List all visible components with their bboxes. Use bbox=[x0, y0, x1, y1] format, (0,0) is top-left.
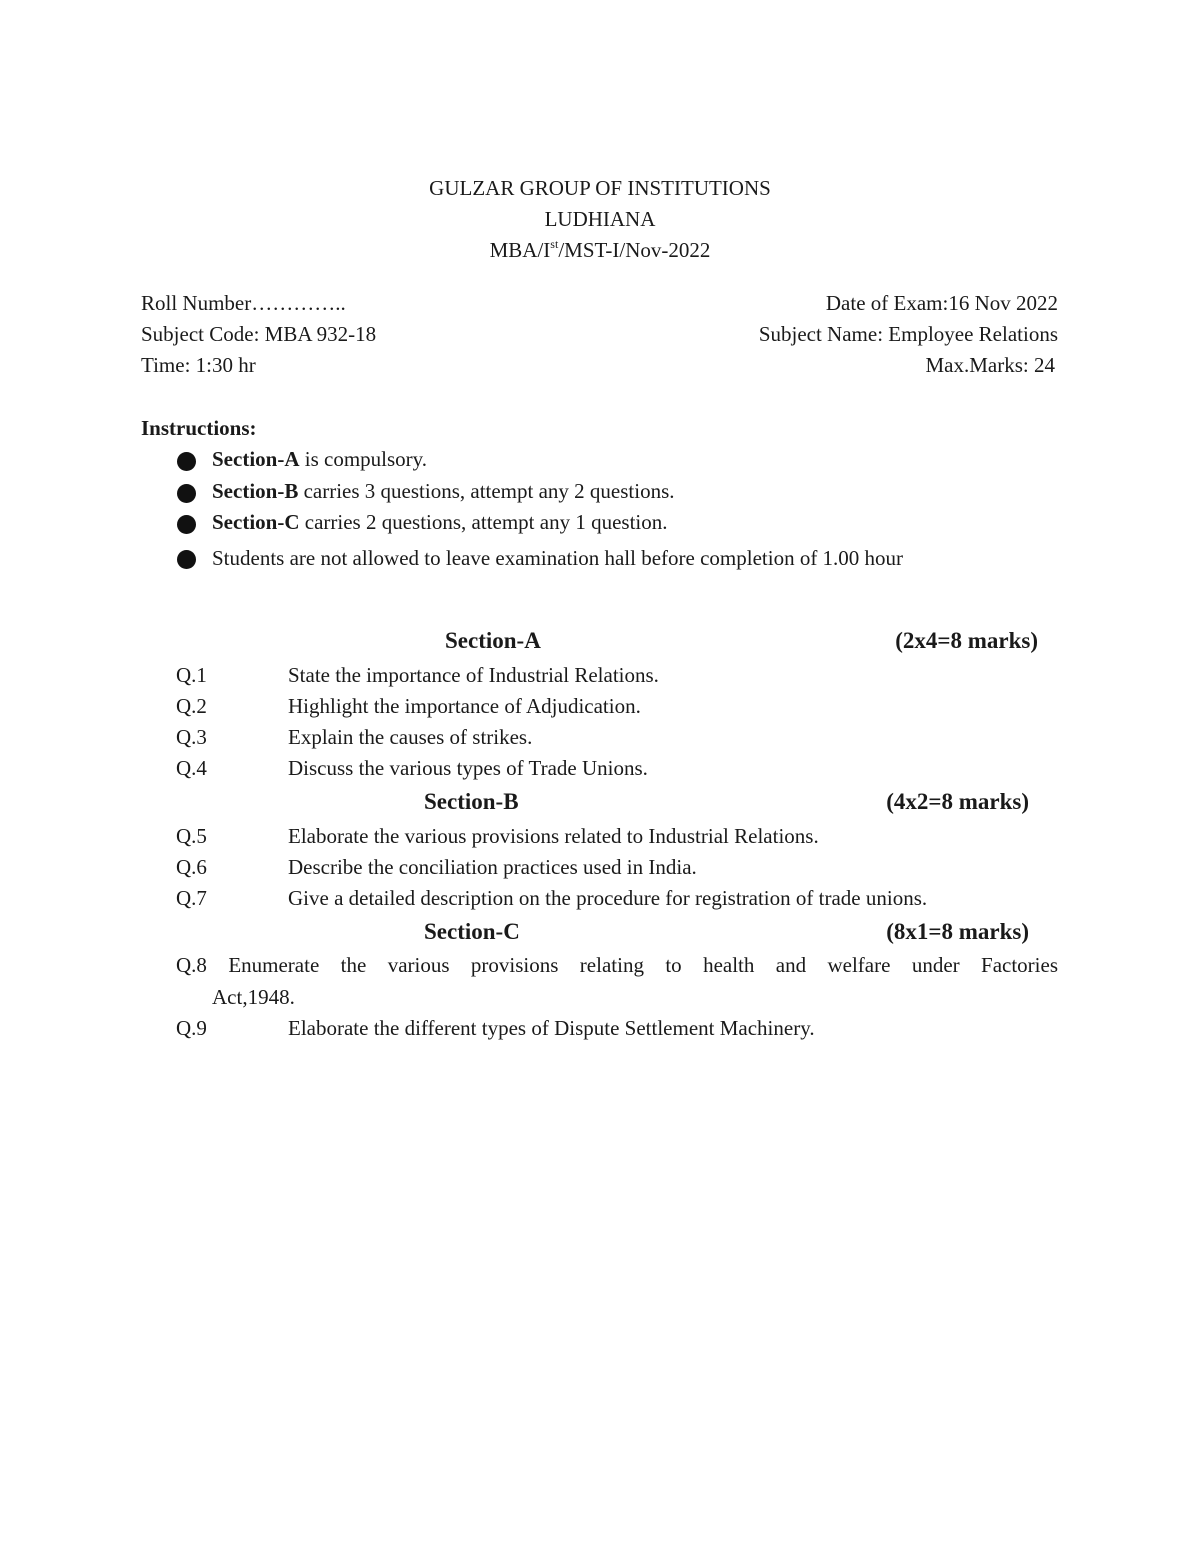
instruction-text: carries 3 questions, attempt any 2 questions. bbox=[298, 479, 675, 503]
question-text: Highlight the importance of Adjudication. bbox=[288, 694, 641, 718]
question-number: Q.2 bbox=[176, 694, 207, 718]
bullet-icon bbox=[177, 550, 196, 569]
date-of-exam: Date of Exam:16 Nov 2022 bbox=[825, 291, 1058, 315]
question-number: Q.9 bbox=[176, 1016, 207, 1040]
section-marks: (4x2=8 marks) bbox=[886, 789, 1029, 814]
section-marks: (8x1=8 marks) bbox=[886, 919, 1029, 944]
question-text: Give a detailed description on the procedure for registration of trade unions. bbox=[288, 886, 928, 910]
section-marks: (2x4=8 marks) bbox=[895, 628, 1038, 653]
question-number: Q.4 bbox=[176, 756, 207, 780]
question-text: Describe the conciliation practices used in India. bbox=[288, 855, 697, 879]
section-title: Section-C bbox=[424, 919, 520, 944]
instructions-heading: Instructions: bbox=[141, 416, 257, 440]
instruction-bold: Section-A bbox=[212, 447, 300, 471]
bullet-icon bbox=[177, 452, 196, 471]
instruction-text: is compulsory. bbox=[299, 447, 428, 471]
question-text: Discuss the various types of Trade Unions. bbox=[288, 756, 648, 780]
instruction-text: carries 2 questions, attempt any 1 question. bbox=[299, 510, 668, 534]
instruction-item bbox=[212, 545, 903, 571]
question-continuation: Act,1948. bbox=[212, 985, 295, 1009]
section-title: Section-B bbox=[424, 789, 519, 814]
question-number: Q.8 bbox=[176, 953, 207, 977]
instruction-item bbox=[212, 509, 668, 535]
exam-code-prefix: MBA/I bbox=[489, 238, 551, 262]
question-8-line bbox=[176, 950, 1058, 981]
question-text: Explain the causes of strikes. bbox=[288, 725, 533, 749]
question-text: Elaborate the different types of Dispute Settlement Machinery. bbox=[288, 1016, 815, 1040]
max-marks: Max.Marks: 24 bbox=[925, 353, 1055, 377]
roll-number: Roll Number………….. bbox=[141, 291, 346, 315]
instruction-bold: Section-B bbox=[212, 479, 299, 503]
exam-time: Time: 1:30 hr bbox=[141, 353, 256, 377]
exam-code-sup: st bbox=[550, 237, 559, 251]
exam-code bbox=[0, 237, 1200, 263]
question-text: Enumerate the various provisions relating to health and welfare under Factories bbox=[228, 953, 1058, 977]
question-number: Q.5 bbox=[176, 824, 207, 848]
instruction-item bbox=[212, 478, 675, 504]
question-text: State the importance of Industrial Relations. bbox=[288, 663, 659, 687]
subject-code: Subject Code: MBA 932-18 bbox=[141, 322, 377, 346]
question-text: Elaborate the various provisions related to Industrial Relations. bbox=[288, 824, 819, 848]
instruction-text: Students are not allowed to leave examination hall before completion of 1.00 hour bbox=[212, 546, 904, 570]
bullet-icon bbox=[177, 515, 196, 534]
bullet-icon bbox=[177, 484, 196, 503]
section-title: Section-A bbox=[445, 628, 541, 653]
question-number: Q.3 bbox=[176, 725, 207, 749]
question-number: Q.7 bbox=[176, 886, 207, 910]
question-number: Q.6 bbox=[176, 855, 207, 879]
question-number: Q.1 bbox=[176, 663, 207, 687]
instruction-item bbox=[212, 446, 427, 472]
exam-code-suffix: /MST-I/Nov-2022 bbox=[558, 238, 711, 262]
institution-city: LUDHIANA bbox=[544, 207, 656, 231]
institution-name: GULZAR GROUP OF INSTITUTIONS bbox=[429, 176, 771, 200]
subject-name: Subject Name: Employee Relations bbox=[758, 322, 1058, 346]
instruction-bold: Section-C bbox=[212, 510, 300, 534]
